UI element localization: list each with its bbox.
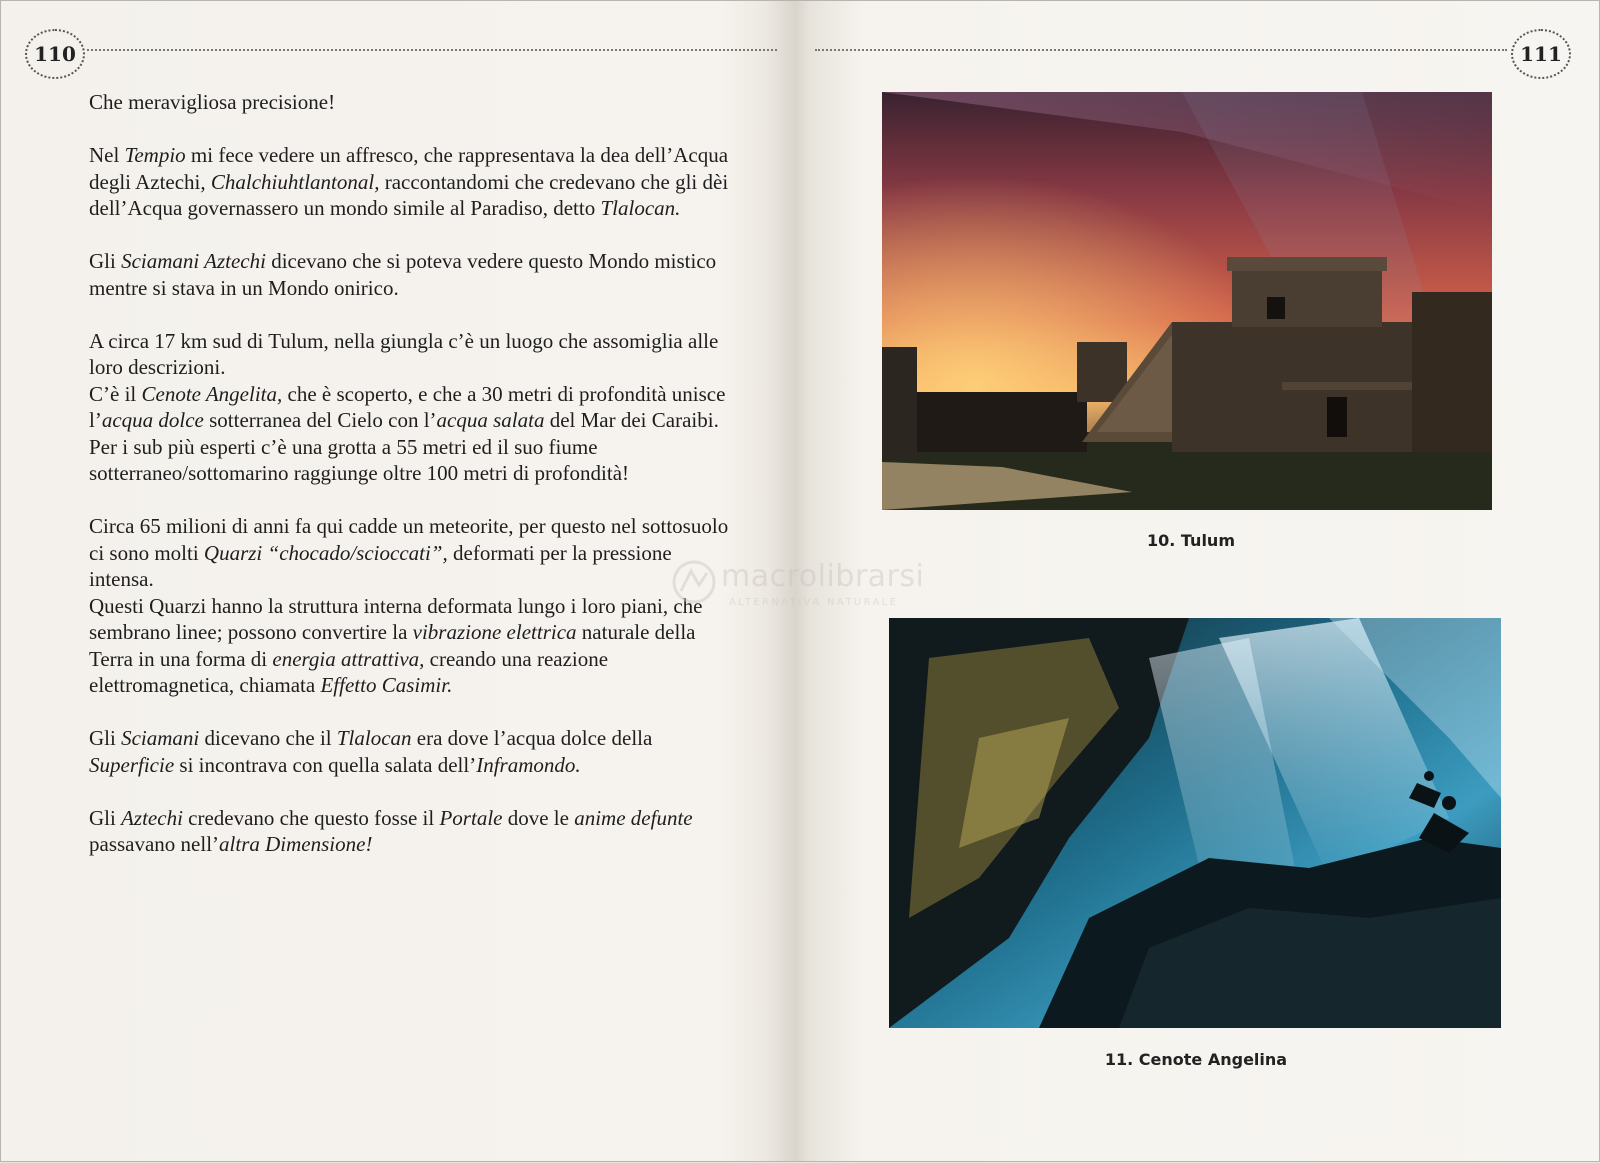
paragraph	[89, 248, 729, 301]
italic-text: Quarzi “chocado/scioccati”,	[203, 540, 448, 565]
paragraph	[89, 513, 729, 593]
paragraph	[89, 434, 729, 487]
watermark-text: macrolibrarsi	[721, 559, 925, 594]
text-run: del Mar dei Caraibi.	[544, 408, 719, 432]
paragraph	[89, 142, 729, 222]
text-run: A circa 17 km sud di Tulum, nella giungla c’è un luogo che assomiglia alle loro descrizioni.	[89, 328, 719, 379]
watermark-subtext: ALTERNATIVA NATURALE	[729, 597, 899, 608]
italic-text: Effetto Casimir.	[320, 673, 453, 697]
paragraph	[89, 381, 729, 434]
text-run: si incontrava con quella salata dell’	[174, 752, 477, 777]
text-run: che è scoperto, e che a 30 metri di profondità unisce l’	[89, 381, 726, 432]
text-run: Che meravigliosa precisione!	[89, 90, 336, 114]
paragraph	[89, 89, 729, 116]
figure-caption-cenote: 11. Cenote Angelina	[1104, 1050, 1288, 1069]
figure-caption-tulum: 10. Tulum	[1146, 531, 1235, 550]
text-run: Per i sub più esperti c’è una grotta a 55 metri ed il suo fiume sotterraneo/sottomarino raggiunge oltre 100 metri di profondità!	[89, 434, 630, 485]
italic-text: Tempio	[124, 143, 186, 167]
text-run: C’è il	[89, 381, 142, 406]
text-run: Nel	[89, 143, 125, 167]
italic-text: Tlalocan.	[600, 196, 681, 220]
text-run: Questi Quarzi hanno la struttura interna deformata lungo i loro piani, che sembrano linee; possono convertire la	[89, 593, 703, 644]
italic-text: anime defunte	[574, 805, 693, 830]
body-text	[89, 89, 729, 884]
italic-text: vibrazione elettrica	[412, 620, 577, 644]
watermark-logo-icon	[669, 557, 719, 607]
text-run: dicevano che si poteva vedere questo Mondo mistico mentre si stava in un Mondo onirico.	[89, 249, 717, 300]
italic-text: Superficie	[89, 752, 175, 777]
italic-text: acqua dolce	[101, 408, 204, 432]
text-run: dove le	[502, 805, 575, 830]
tulum-photo	[882, 92, 1492, 510]
text-run: naturale della Terra in una forma di	[89, 620, 696, 671]
paragraph	[89, 725, 729, 778]
page-number-right: 111	[1511, 29, 1571, 79]
italic-text: energia attrattiva,	[272, 646, 425, 671]
text-run: Gli	[89, 249, 122, 273]
italic-text: acqua salata	[436, 408, 545, 432]
text-run: Gli	[89, 805, 122, 830]
text-run: sotterranea del Cielo con l’	[203, 408, 437, 432]
text-run: mi fece vedere un affresco, che rappresentava la dea dell’Acqua degli Aztechi,	[89, 143, 729, 194]
paragraph	[89, 805, 729, 858]
italic-text: Tlalocan	[336, 726, 412, 750]
text-run: Circa 65 milioni di anni fa qui cadde un meteorite, per questo nel sottosuolo ci sono molti	[89, 514, 729, 565]
italic-text: Portale	[439, 805, 503, 830]
text-run: raccontandomi che credevano che gli dèi dell’Acqua governassero un mondo simile al Paradiso, detto	[89, 169, 729, 220]
italic-text: Sciamani	[121, 726, 200, 750]
text-run: dicevano che il	[199, 726, 337, 750]
italic-text: Cenote Angelita,	[141, 381, 283, 406]
italic-text: Aztechi	[121, 805, 183, 830]
text-run: credevano che questo fosse il	[182, 805, 440, 830]
page-number-left: 110	[25, 29, 85, 79]
italic-text: Sciamani Aztechi	[121, 249, 266, 273]
watermark	[661, 557, 951, 617]
cenote-photo	[889, 618, 1501, 1028]
header-dotted-rule-right	[815, 49, 1507, 51]
text-run: creando una reazione elettromagnetica, chiamata	[89, 646, 609, 697]
italic-text: altra Dimensione!	[219, 832, 373, 856]
italic-text: Inframondo.	[476, 752, 581, 777]
header-dotted-rule-left	[87, 49, 777, 51]
text-run: deformati per la pressione intensa.	[89, 540, 672, 591]
text-run: passavano nell’	[89, 832, 220, 856]
paragraph	[89, 328, 729, 381]
italic-text: Chalchiuhtlantonal,	[210, 169, 380, 194]
text-run: era dove l’acqua dolce della	[411, 726, 653, 750]
text-run: Gli	[89, 726, 122, 750]
paragraph	[89, 593, 729, 699]
